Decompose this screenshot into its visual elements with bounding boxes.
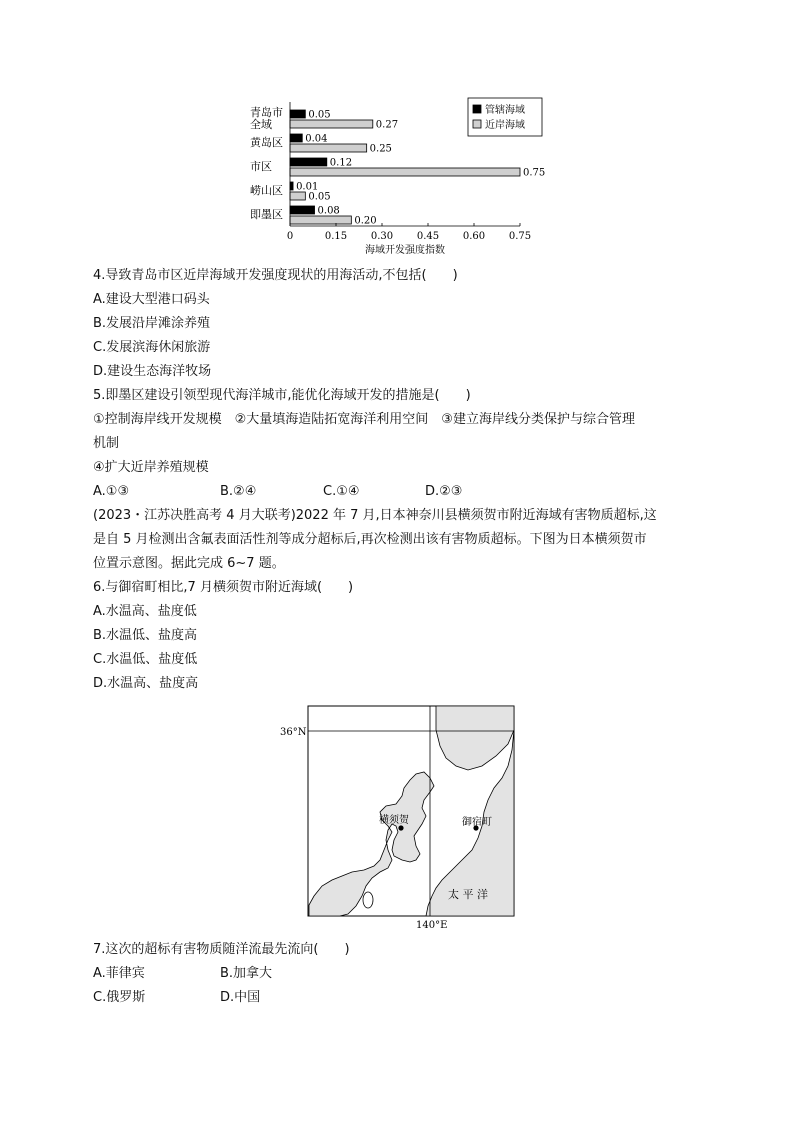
bar-nearshore <box>290 144 367 152</box>
question-6-option-c: C.水温低、盐度低 <box>93 652 198 667</box>
bar-value-label: 0.12 <box>329 157 353 169</box>
question-7-option-b: B.加拿大 <box>220 966 273 981</box>
question-6-option-d: D.水温高、盐度高 <box>93 676 199 691</box>
bar-value-label: 0.05 <box>308 109 331 121</box>
question-5-items-line-2: 机制 <box>93 436 120 451</box>
sea-development-bar-chart <box>240 92 570 262</box>
bar-nearshore <box>290 192 305 200</box>
bar-value-label: 0.20 <box>354 215 377 227</box>
bar-value-label: 0.05 <box>308 191 331 203</box>
intro-line-1: (2023・江苏决胜高考 4 月大联考)2022 年 7 月,日本神奈川县横须贺市附近海域有害物质超标,这 <box>93 508 657 523</box>
category-label: 全域 <box>250 118 272 131</box>
question-7-option-c: C.俄罗斯 <box>93 990 146 1005</box>
question-4-stem: 4.导致青岛市区近岸海域开发强度现状的用海活动,不包括( ) <box>93 268 458 283</box>
bar-jurisdiction <box>290 110 305 118</box>
question-7-stem: 7.这次的超标有害物质随洋流最先流向( ) <box>93 942 350 957</box>
question-6-option-b: B.水温低、盐度高 <box>93 628 198 643</box>
bar-nearshore <box>290 120 373 128</box>
question-5-option-c: C.①④ <box>323 484 360 499</box>
onjuku-label: 御宿町 <box>462 817 492 828</box>
question-5-option-b: B.②④ <box>220 484 257 499</box>
question-4-option-b: B.发展沿岸滩涂养殖 <box>93 316 211 331</box>
longitude-label: 140°E <box>416 920 448 931</box>
bar-value-label: 0.01 <box>296 181 319 193</box>
legend-label: 管辖海域 <box>485 105 525 116</box>
yokosuka-location-map <box>276 700 536 932</box>
question-6-option-a: A.水温高、盐度低 <box>93 604 197 619</box>
x-tick-label: 0.15 <box>324 231 348 242</box>
latitude-label: 36°N <box>280 727 307 738</box>
category-label: 即墨区 <box>250 208 283 221</box>
yokosuka-marker <box>398 825 403 830</box>
question-5-option-a: A.①③ <box>93 484 130 499</box>
question-4-option-c: C.发展滨海休闲旅游 <box>93 340 211 355</box>
bar-value-label: 0.08 <box>317 205 340 217</box>
x-tick-label: 0 <box>286 231 294 242</box>
category-label: 青岛市 <box>250 106 283 119</box>
pacific-ocean-label: 太 平 洋 <box>448 888 488 901</box>
legend-swatch <box>473 120 481 128</box>
legend-swatch <box>473 105 481 113</box>
intro-line-3: 位置示意图。据此完成 6~7 题。 <box>93 556 285 571</box>
question-7-option-d: D.中国 <box>220 990 261 1005</box>
bar-nearshore <box>290 216 351 224</box>
question-6-stem: 6.与御宿町相比,7 月横须贺市附近海域( ) <box>93 580 354 595</box>
bar-jurisdiction <box>290 206 315 214</box>
category-label: 黄岛区 <box>250 136 283 149</box>
question-5-items-line-1: ①控制海岸线开发规模 ②大量填海造陆拓宽海洋利用空间 ③建立海岸线分类保护与综合管理 <box>93 412 635 427</box>
question-5-items-line-3: ④扩大近岸养殖规模 <box>93 460 209 475</box>
bar-jurisdiction <box>290 134 302 142</box>
question-5-stem: 5.即墨区建设引领型现代海洋城市,能优化海域开发的措施是( ) <box>93 388 471 403</box>
x-tick-label: 0.45 <box>416 231 440 242</box>
yokosuka-label: 横须贺 <box>379 815 409 826</box>
bar-nearshore <box>290 168 520 176</box>
bar-value-label: 0.27 <box>375 119 399 131</box>
category-label: 市区 <box>250 160 272 173</box>
legend-label: 近岸海域 <box>485 120 525 131</box>
question-4-option-d: D.建设生态海洋牧场 <box>93 364 212 379</box>
question-5-option-d: D.②③ <box>425 484 463 499</box>
bar-jurisdiction <box>290 182 293 190</box>
x-tick-label: 0.30 <box>370 231 394 242</box>
bar-value-label: 0.04 <box>305 133 328 145</box>
bar-value-label: 0.25 <box>369 143 392 155</box>
map-island <box>363 892 373 908</box>
bar-value-label: 0.75 <box>523 167 546 179</box>
x-axis-title: 海域开发强度指数 <box>365 245 445 256</box>
x-tick-label: 0.60 <box>462 231 486 242</box>
question-7-option-a: A.菲律宾 <box>93 966 145 981</box>
category-label: 崂山区 <box>250 184 283 197</box>
question-4-option-a: A.建设大型港口码头 <box>93 292 210 307</box>
intro-line-2: 是自 5 月检测出含氟表面活性剂等成分超标后,再次检测出该有害物质超标。下图为日本横须贺市 <box>93 532 647 547</box>
x-tick-label: 0.75 <box>508 231 532 242</box>
bar-jurisdiction <box>290 158 327 166</box>
